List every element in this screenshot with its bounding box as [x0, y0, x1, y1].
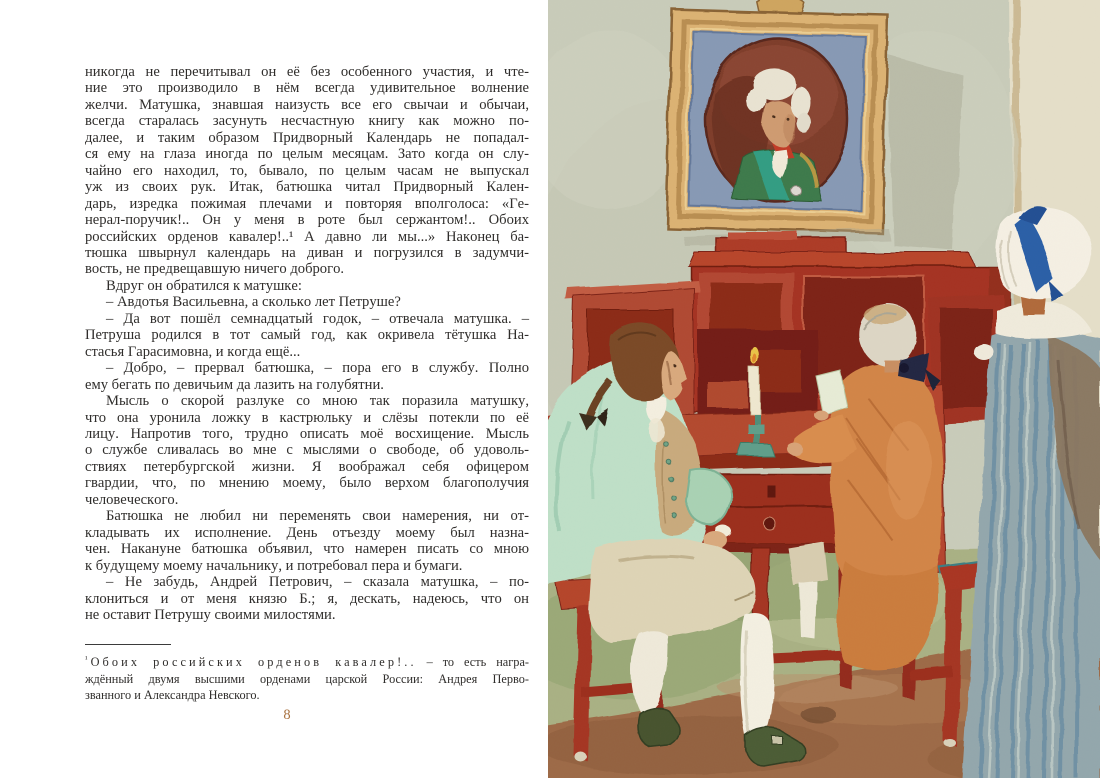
illustration-captains-daughter — [548, 0, 1100, 778]
text-line: Петруша родился в тот самый год, как окривела тётушка На- — [85, 327, 529, 344]
text-line: клониться и от меня князю Б.; я, дескать, надеюсь, что он — [85, 590, 529, 607]
right-page — [548, 0, 1100, 778]
text-line: уж из своих рук. Итак, батюшка читал Придворный Кален- — [85, 179, 529, 196]
left-page — [85, 64, 529, 703]
text-line: желчи. Матушка, знавшая наизусть все его свычаи и обычаи, — [85, 96, 529, 113]
text-line: не оставит Петрушу своими милостями. — [85, 606, 336, 623]
text-line: лицу. Напротив того, трудно описать моё восхищение. Мысль — [85, 425, 529, 442]
text-line: Мысль о скорой разлуке со мною так поразила матушку, — [106, 393, 529, 410]
footnote-line: $^{^1}$ Обоих российских орденов кавалер!.. – то есть награ- — [85, 654, 529, 670]
text-line: чайно его находил, то, бывало, по целым часам не выпускал — [85, 162, 529, 179]
text-line: – Да вот пошёл семнадцатый годок, – отвечала матушка. – — [106, 310, 529, 327]
text-line: к будущему моему начальнику, и потребовал пера и бумаги. — [85, 557, 463, 574]
text-line: тюшка швырнул календарь на диван и погрузился в задумчи- — [85, 244, 529, 261]
footnote-divider — [85, 644, 171, 645]
text-line: дарь, изредка пожимая плечами и повторяя вполголоса: «Ге- — [85, 195, 529, 212]
text-line: вость, не предвещавшую ничего доброго. — [85, 261, 345, 278]
text-line: далее, и таким образом Придворный Календарь не попадал- — [85, 129, 529, 146]
text-line: ние это производило в нём всегда удивительное волнение — [85, 80, 529, 97]
text-line: кладывать их исполнение. День отъезду моему был назна- — [85, 524, 529, 541]
text-line: никогда не перечитывал он её без особенного участия, и чте- — [85, 64, 529, 80]
text-line: ся ему на глаза иногда по целым месяцам. Зато когда он слу- — [85, 146, 529, 163]
text-line: чен. Накануне батюшка объявил, что намерен писать со мною — [85, 541, 529, 558]
text-line: всегда старалась засунуть несчастную книгу как можно по- — [85, 113, 529, 130]
text-line: нерал-поручик!.. Он у меня в роте был сержантом!.. Обоих — [85, 212, 529, 229]
text-line: – Добро, – прервал батюшка, – пора его в службу. Полно — [106, 360, 529, 377]
text-line: Вдруг он обратился к матушке: — [106, 277, 302, 294]
text-line: – Авдотья Васильевна, а сколько лет Петруше? — [106, 294, 401, 311]
footnote-line: ждённый двумя высшими орденами царской России: Андрея Перво- — [85, 671, 529, 686]
page-number: 8 — [283, 707, 291, 723]
footnote-line: званного и Александра Невского. — [85, 688, 260, 702]
page-text — [85, 64, 529, 623]
text-line: ствиях петербургской жизни. Я воображал себя офицером — [85, 458, 529, 475]
text-line: российских орденов кавалер!..¹ А давно ли мы...» Наконец ба- — [85, 228, 529, 245]
text-line: ему бегать по девичьим да лазить на голубятни. — [85, 376, 384, 393]
footnote — [85, 651, 529, 703]
text-line: стасья Гарасимовна, и когда ещё... — [85, 343, 301, 360]
text-line: о службе сливалась во мне с мыслями о свободе, об удоволь- — [85, 442, 529, 459]
text-line: гвардии, что, по мнению моему, было верхом благополучия — [85, 475, 529, 492]
text-line: что она уронила ложку в кастрюльку и слёзы потекли по её — [85, 409, 529, 426]
text-line: Батюшка не любил ни переменять свои намерения, ни от- — [106, 508, 529, 525]
text-line: – Не забудь, Андрей Петрович, – сказала матушка, – по- — [106, 574, 529, 591]
text-line: человеческого. — [85, 491, 179, 508]
